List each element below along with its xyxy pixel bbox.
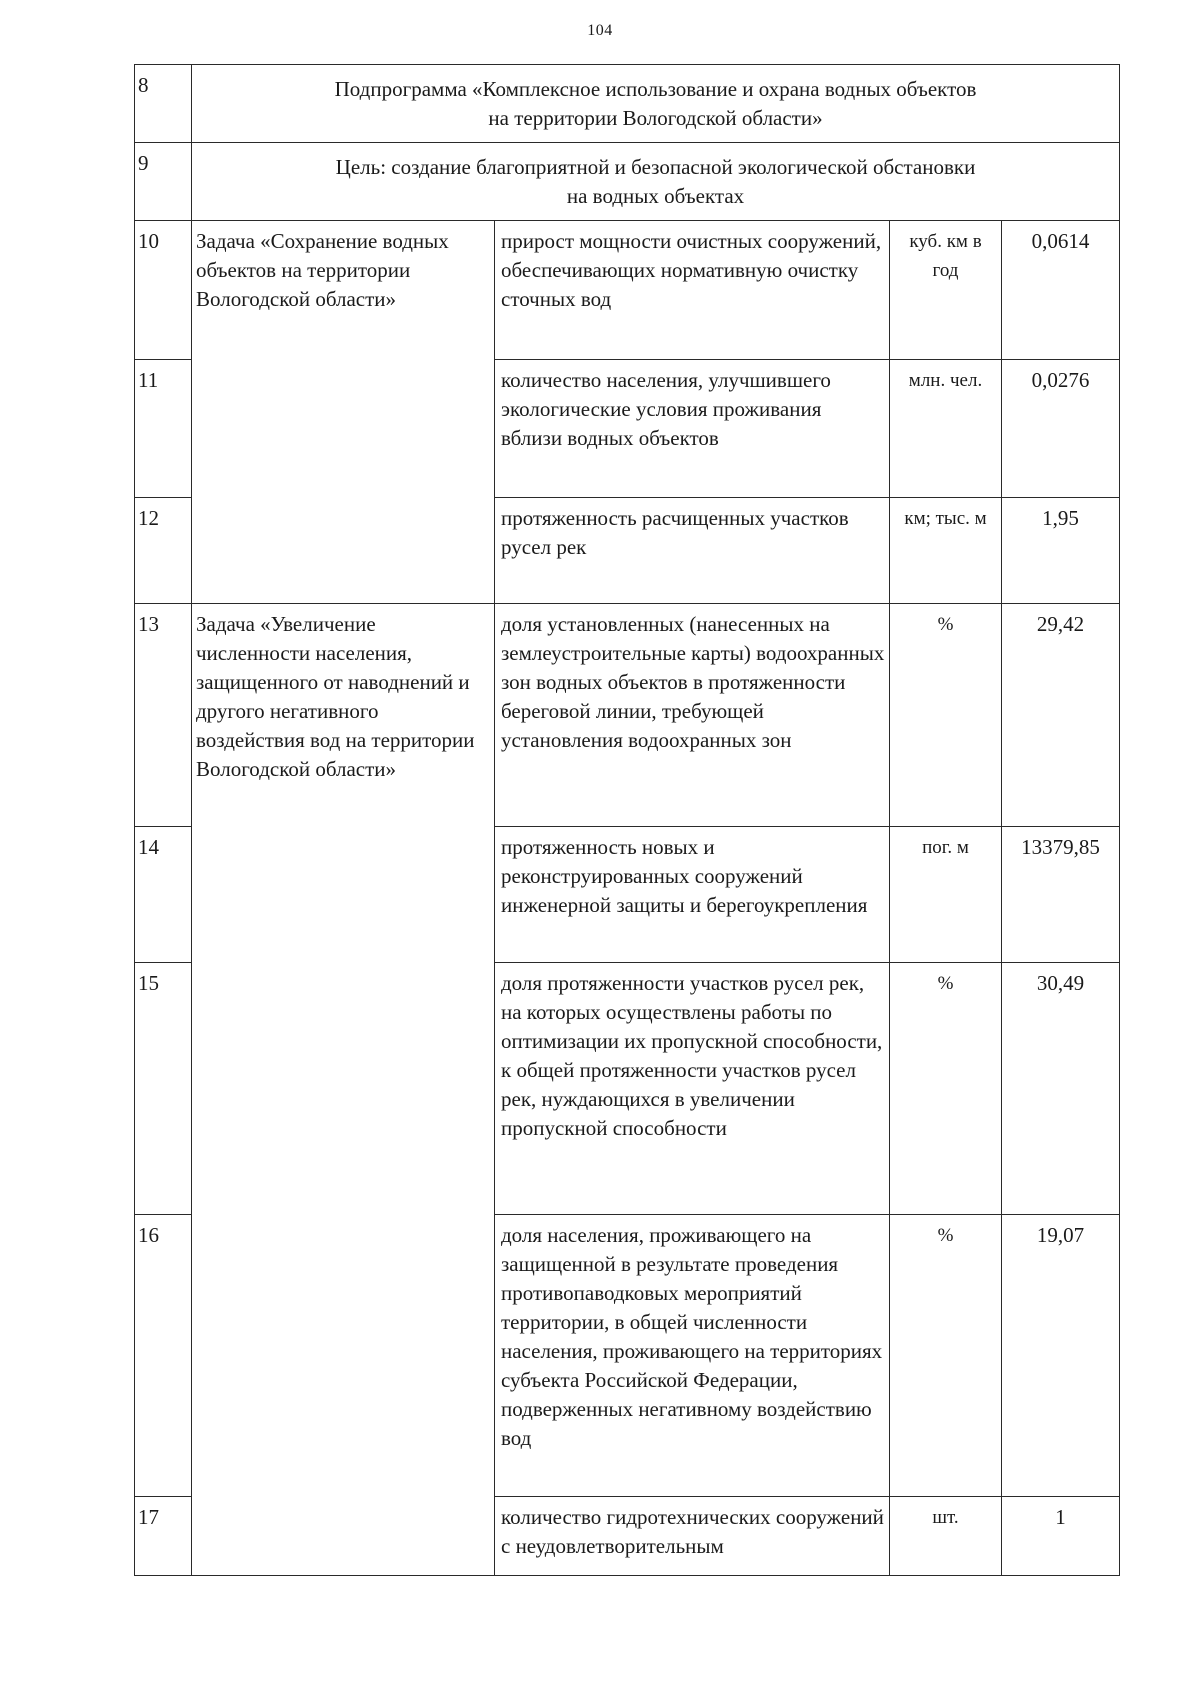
value-cell: 1,95: [1002, 498, 1120, 604]
goal-heading: [192, 143, 1120, 221]
indicator-cell: доля установленных (нанесенных на землеустроительные карты) водоохранных зон водных объектов в протяженности береговой линии, требующей установления водоохранных зон: [495, 604, 890, 827]
unit-cell: %: [890, 1215, 1002, 1497]
value-cell: 0,0276: [1002, 360, 1120, 498]
row-number: 16: [135, 1215, 192, 1497]
row-number: 10: [135, 221, 192, 360]
row-number: 12: [135, 498, 192, 604]
unit-cell: пог. м: [890, 827, 1002, 963]
indicator-cell: доля населения, проживающего на защищенной в результате проведения противопаводковых мероприятий территории, в общей численности населения, проживающего на территориях субъекта Российской Федерации, подверженных негативному воздействию вод: [495, 1215, 890, 1497]
indicator-cell: доля протяженности участков русел рек, на которых осуществлены работы по оптимизации их пропускной способности, к общей протяженности участков русел рек, нуждающихся в увеличении пропускной способности: [495, 963, 890, 1215]
row-number: 13: [135, 604, 192, 827]
value-cell: 0,0614: [1002, 221, 1120, 360]
unit-cell: млн. чел.: [890, 360, 1002, 498]
indicator-cell: протяженность расчищенных участков русел рек: [495, 498, 890, 604]
indicator-cell: количество населения, улучшившего экологические условия проживания вблизи водных объектов: [495, 360, 890, 498]
indicator-cell: количество гидротехнических сооружений с неудовлетворительным: [495, 1497, 890, 1576]
table-row: [135, 221, 1120, 360]
value-cell: 1: [1002, 1497, 1120, 1576]
indicator-cell: прирост мощности очистных сооружений, обеспечивающих нормативную очистку сточных вод: [495, 221, 890, 360]
indicator-cell: протяженность новых и реконструированных сооружений инженерной защиты и берегоукрепления: [495, 827, 890, 963]
task-cell: Задача «Сохранение водных объектов на территории Вологодской области»: [192, 221, 495, 604]
subprogram-heading: [192, 65, 1120, 143]
goal-heading-line2: на водных объектах: [566, 184, 745, 208]
table-row: [135, 604, 1120, 827]
row-number: 9: [135, 143, 192, 221]
value-cell: 13379,85: [1002, 827, 1120, 963]
unit-cell: км; тыс. м: [890, 498, 1002, 604]
unit-cell: %: [890, 963, 1002, 1215]
indicators-table: [134, 64, 1120, 1576]
table-row: [135, 65, 1120, 143]
page-number: 104: [587, 22, 613, 39]
row-number: 15: [135, 963, 192, 1215]
value-cell: 19,07: [1002, 1215, 1120, 1497]
unit-cell: шт.: [890, 1497, 1002, 1576]
goal-heading-line1: Цель: создание благоприятной и безопасной экологической обстановки: [335, 155, 976, 179]
value-cell: 30,49: [1002, 963, 1120, 1215]
value-cell: 29,42: [1002, 604, 1120, 827]
subprogram-heading-line1: Подпрограмма «Комплексное использование и охрана водных объектов: [334, 77, 977, 101]
row-number: 8: [135, 65, 192, 143]
row-number: 17: [135, 1497, 192, 1576]
row-number: 14: [135, 827, 192, 963]
table-row: [135, 143, 1120, 221]
subprogram-heading-line2: на территории Вологодской области»: [488, 106, 823, 130]
unit-cell: куб. км в год: [890, 221, 1002, 360]
task-cell: Задача «Увеличение численности населения, защищенного от наводнений и другого негативного воздействия вод на территории Вологодской области»: [192, 604, 495, 1576]
unit-cell: %: [890, 604, 1002, 827]
row-number: 11: [135, 360, 192, 498]
